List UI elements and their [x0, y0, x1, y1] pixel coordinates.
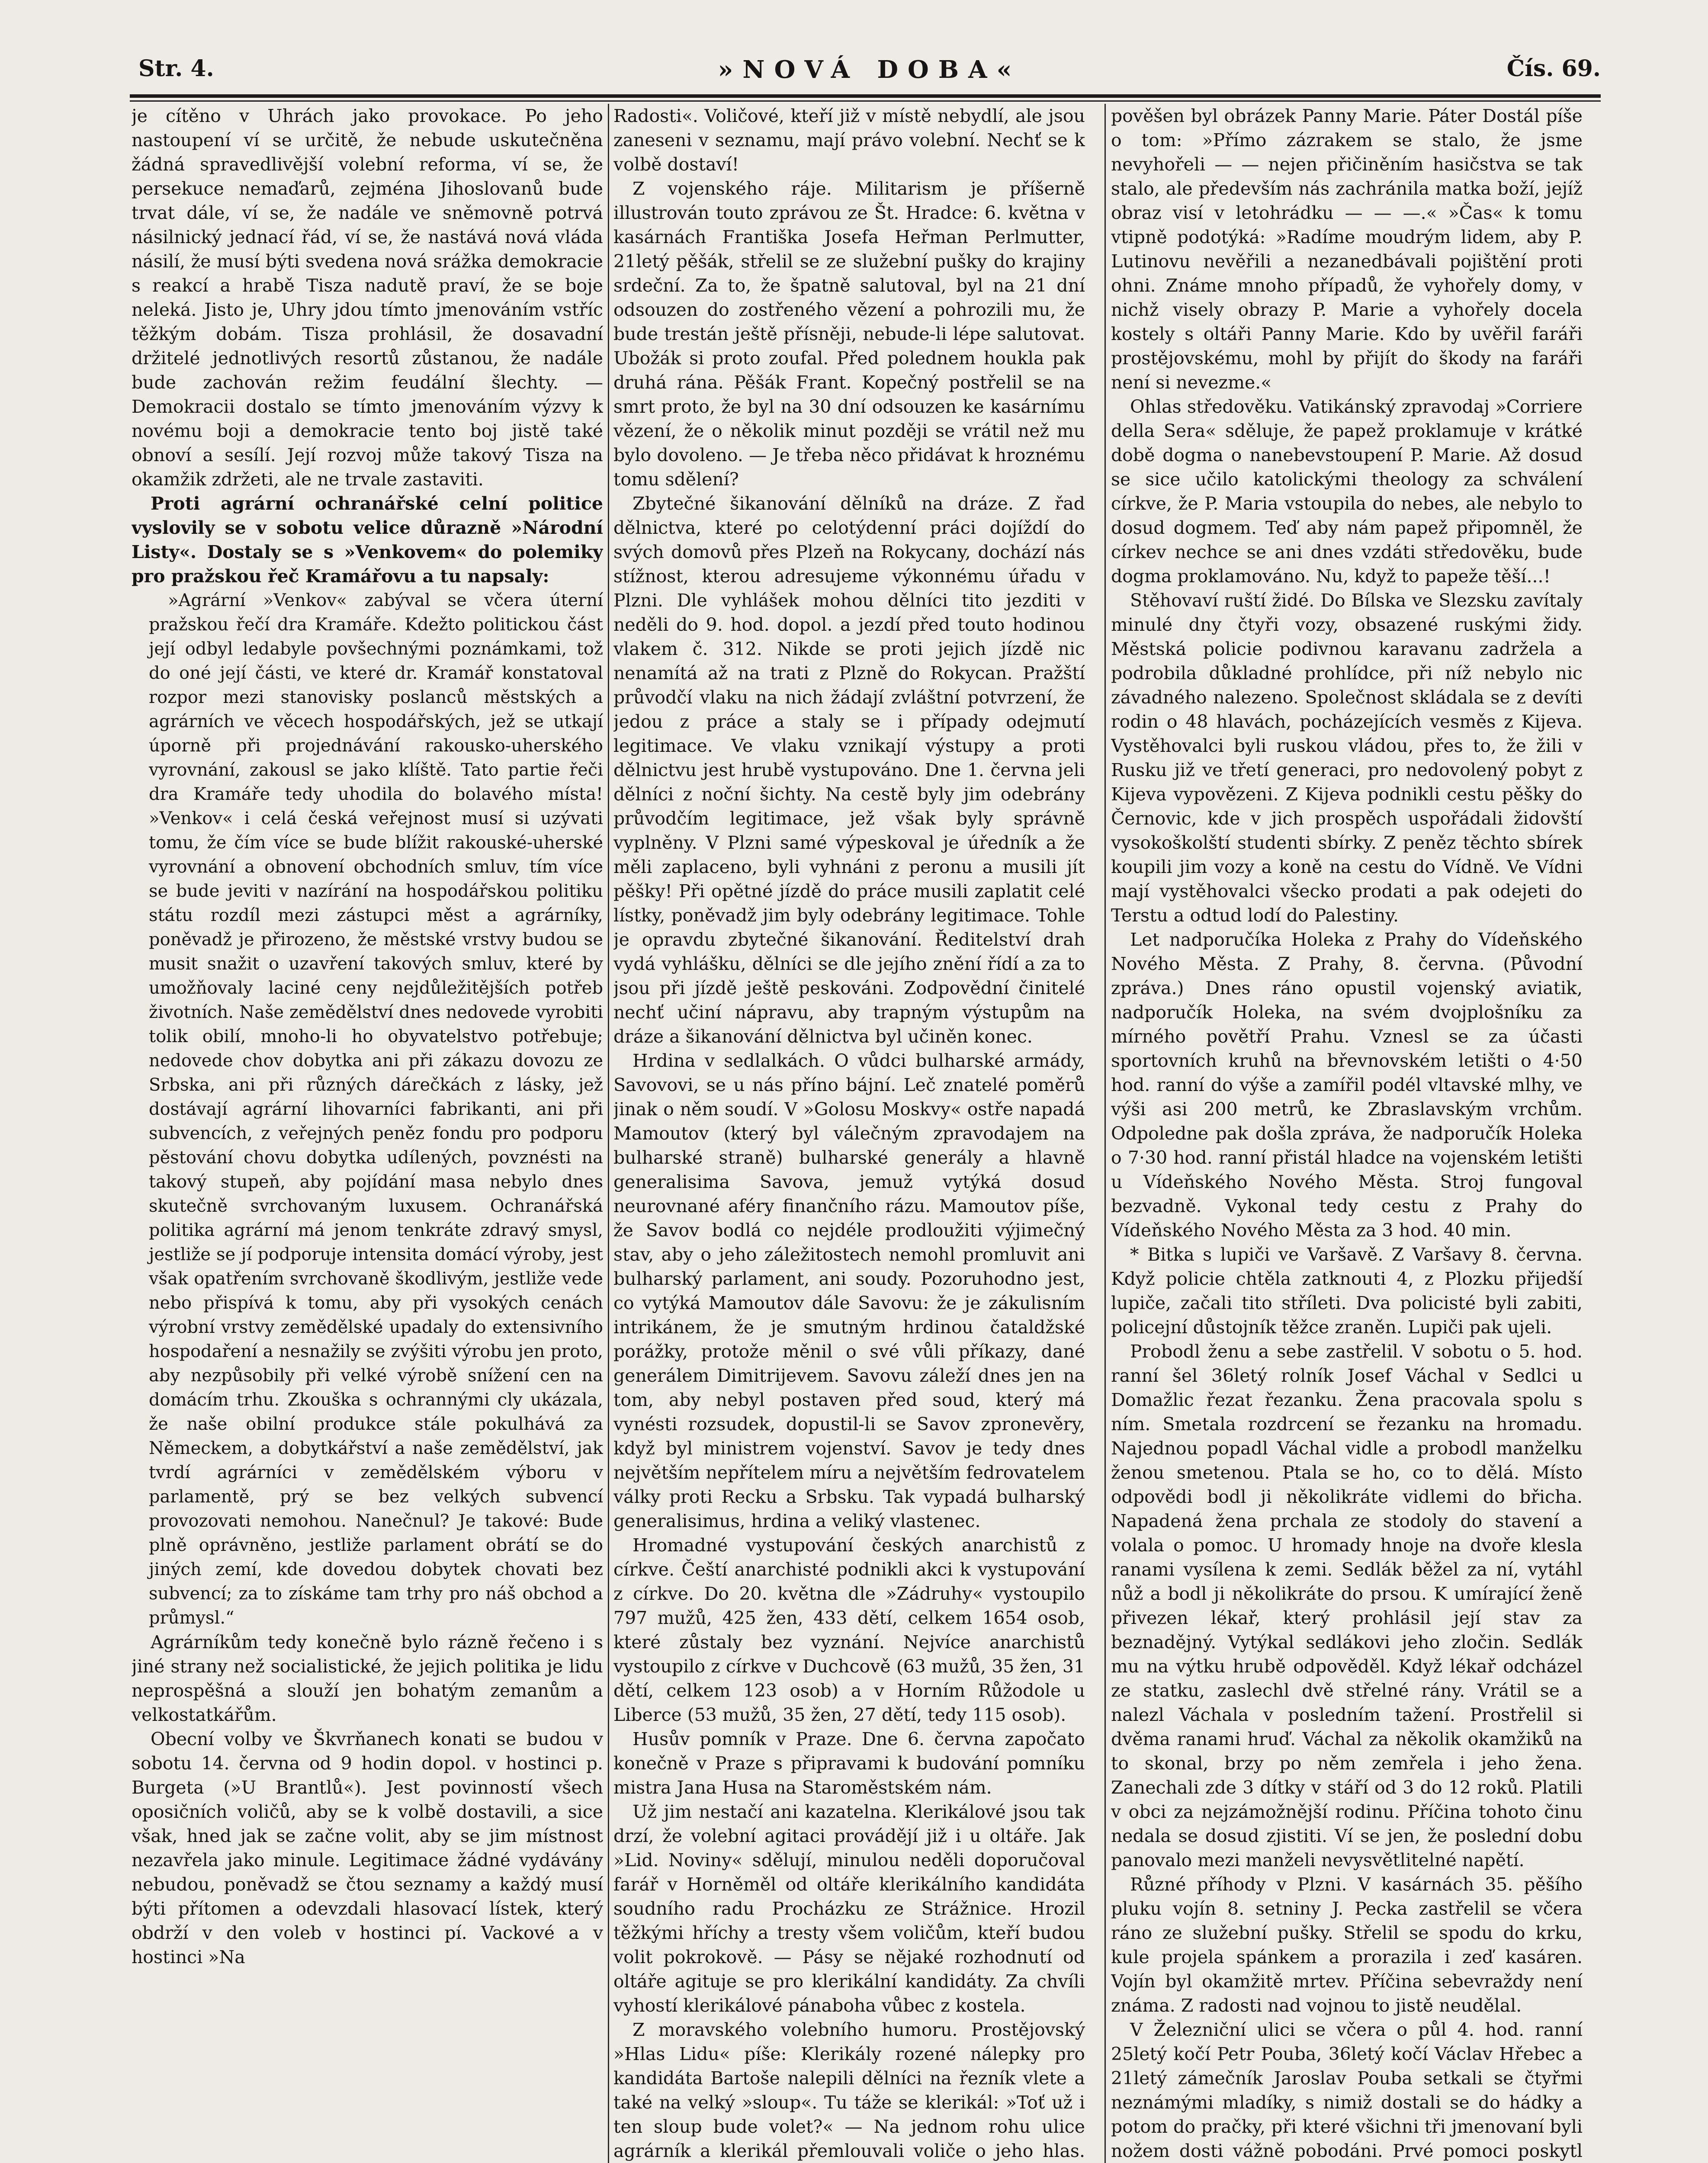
article-tisza: je cítěno v Uhrách jako provokace. Po jeho nastoupení ví se určitě, že nebude uskutečněna žádná spravedlivější volební reforma, ví se, že persekuce nemaďarů, zejména Jihoslovanů bude trvat dále, ví se, že nadále ve sněmovně potrvá násilnický jednací řád, ví se, že nastává nová vláda násilí, že musí býti svedena nová srážka demokracie s reakcí a hrabě Tisza nadutě praví, že se boje neleká. Jisto je, Uhry jdou tímto jmenováním vstříc těžkým dobám. Tisza prohlásil, že dosavadní držitelé jednotlivých resortů zůstanou, že nadále bude zachován režim feudální šlechty. — Demokracii dostalo se tímto jmenováním výzvy k novému boji a demokracie tento boj jistě také obnoví a sesílí. Její rozvoj může takový Tisza na okamžik zdržeti, ale ne trvale zastaviti.: [132, 106, 603, 490]
article-middle-ages: Ohlas středověku. Vatikánský zpravodaj »Corriere della Sera« sděluje, že papež proklamuje v krátké době dogma o nanebevstoupení P. Marie. Až dosud se sice učilo katolickými theology za schválení církve, že P. Maria vstoupila do nebes, ale nebylo to dosud dogmem. Teď aby nám papež připomněl, že církev nechce se ani dnes vzdáti středověku, bude dogma proklamováno. Nu, když to papeže těší...!: [1111, 396, 1583, 587]
page-header: [138, 55, 1601, 94]
column-2: [613, 104, 1085, 2163]
article-anarchists: Hromadné vystupování českých anarchistů z církve. Čeští anarchisté podnikli akci k vystupování z církve. Do 20. května dle »Zádruhy« vystoupilo 797 mužů, 425 žen, 433 dětí, celkem 1654 osob, které zůstaly bez vyznání. Nejvíce anarchistů vystoupilo z církve v Duchcově (63 mužů, 35 žen, 31 dětí, celkem 123 osob) a v Horním Růžodole u Liberce (53 mužů, 35 žen, 27 dětí, tedy 115 osob).: [613, 1535, 1085, 1725]
article-moravian-humor: Z moravského volebního humoru. Prostějovský »Hlas Lidu« píše: Klerikály rozené nálepky pro kandidáta Bartoše nalepili dělníci na řezník vlete a také na velký »sloup«. Tu táže se klerikál: »Toť už i ten sloup bude volet?« — Na jednom rohu ulice agrárník a klerikál přemlouvali voliče o jeho hlas.: [613, 2019, 1085, 2161]
article-skvrnany-elections: Obecní volby ve Škvrňanech konati se budou v sobotu 14. června od 9 hodin dopol. v hostinci p. Burgeta (»U Brantlů«). Jest povinností všech oposičních voličů, aby se k volbě dostavili, a sice však, hned jak se začne volit, aby se jim místnost nezavřela jako minule. Legitimace žádné vydávány nebudou, poněvadž se čtou seznamy a každý musí býti přítomen a odevzdali hlasovací lístek, který obdrží v den voleb v hostinci pí. Vackové a v hostinci »Na: [132, 1729, 603, 1967]
newspaper-title: »NOVÁ DOBA«: [718, 55, 1021, 84]
article-skvrnany-continued: Radosti«. Voličové, kteří již v místě nebydlí, ale jsou zaneseni v seznamu, mají právo volební. Nechť se k volbě dostaví!: [613, 106, 1085, 175]
article-zeleznicni-street: V Železniční ulici se včera o půl 4. hod. ranní 25letý kočí Petr Pouba, 36letý kočí Václav Hřebec a 21letý zámečník Jaroslav Pouba setkali se čtyřmi neznámými mladíky, s nimiž dostali se do hádky a potom do pračky, při které všichni tři jmenovaní byli nožem dosti vážně pobodáni. Prvé pomoci poskytl: [1111, 2019, 1583, 2161]
column-3: [1111, 104, 1583, 2163]
column-1: [132, 104, 603, 2163]
article-military: Z vojenského ráje. Militarism je příšerně illustrován touto zprávou ze Št. Hradce: 6. května v kasárnách Františka Josefa Heřman Perlmutter, 21letý pěšák, střelil se ze služební pušky do krajiny srdeční. Za to, že špatně salutoval, byl na 21 dní odsouzen do zostřeného vězení a pohrozili mu, že bude trestán ještě přísněji, nebude-li lépe salutovat. Ubožák si proto zoufal. Před polednem houkla pak druhá rána. Pěšák Frant. Kopečný postřelil se na smrt proto, že byl na 30 dní odsouzen ke kasárnímu vězení, že o několik minut později se vrátil než mu bylo dovoleno. — Je třeba něco přidávat k hroznému tomu sdělení?: [613, 178, 1085, 490]
article-priest-continued: pověšen byl obrázek Panny Marie. Páter Dostál píše o tom: »Přímo zázrakem se stalo, že jsme nevyhořeli — — nejen přičiněním hasičstva se tak stalo, ale především nás zachránila matka boží, jejíž obraz visí v letohrádku — — —.« »Čas« k tomu vtipně podotýká: »Radíme moudrým lidem, aby P. Lutinovu nevěřili a nezanedbávali pojištění proti ohni. Známe mnoho případů, že vyhořely domy, v nichž visely obrazy P. Marie a vyhořely docela kostely s oltáři Panny Marie. Kdo by uvěřil faráři prostějovskému, mohl by přijít do škody na faráři není si nevezme.«: [1111, 106, 1583, 393]
article-vachal: Probodl ženu a sebe zastřelil. V sobotu o 5. hod. ranní šel 36letý rolník Josef Váchal v Sedlci u Domažlic řezat řezanku. Žena pracovala spolu s ním. Smetala rozdrcení se řezanku na hromadu. Najednou popadl Váchal vidle a probodl manželku ženou smetenou. Ptala se ho, co to dělá. Místo odpovědi bodl ji několikráte vidlemi do břicha. Napadená žena prchala ze stodoly do stavení a volala o pomoc. U hromady hnoje na dvoře klesla ranami vysílena k zemi. Sedlák běžel za ní, vytáhl nůž a bodl ji několikráte do prsou. K umírající ženě přivezen lékař, který prohlásil její stav za beznadějný. Vytýkal sedlákovi jeho zločin. Sedlák mu na výtku hrubě odpověděl. Když lékař odcházel ze statku, zaslechl dvě střelné rány. Vrátil se a nalezl Váchala v posledním tažení. Prostřelil si dvěma ranami hruď. Váchal za několik okamžiků na to skonal, brzy po něm zemřela i jeho žena. Zanechali zde 3 dítky v stáří od 3 do 12 roků. Platili v obci za nejzámožnější rodinu. Příčina tohoto činu nedala se dosud zjistiti. Ví se jen, že poslední dobu panovalo mezi manželi nevysvětlitelné napětí.: [1111, 1341, 1583, 1871]
issue-number: Čís. 69.: [1506, 55, 1601, 82]
column-divider: [608, 104, 609, 2163]
header-rule: [130, 94, 1601, 98]
article-railway-workers: Zbytečné šikanování dělníků na dráze. Z řad dělnictva, které po celotýdenní práci dojíždí do svých domovů přes Plzeň na Rokycany, dochází nás stížnost, kterou adresujeme výkonnému úřadu v Plzni. Dle vyhlášek mohou dělníci tito jezditi v neděli do 9. hod. dopol. a jezdí před touto hodinou vlakem č. 312. Nikde se proti jejich jízdě nic nenamítá až na trati z Plzně do Rokycan. Pražští průvodčí vlaku na nich žádají zvláštní potvrzení, že jedou z práce a staly se i případy odejmutí legitimace. Ve vlaku vznikají výstupy a proti dělnictvu jest hrubě vystupováno. Dne 1. června jeli dělníci z noční šichty. Na cestě byly jim odebrány průvodčím legitimace, jež však byly správně vyplněny. V Plzni samé výpeskoval je úředník a že měli zaplaceno, byli vyhnáni z peronu a musili jít pěšky! Při opětné jízdě do práce musili zaplatit celé lístky, poněvadž jim byly odebrány legitimace. Tohle je opravdu zbytečné šikanování. Ředitelství drah vydá vyhlášku, dělníci se dle jejího znění řídí a za to jsou při jízdě ještě peskováni. Zodpovědní činitelé nechť učiní nápravu, aby trapným výstupům na dráze a šikanování dělnictva byl učiněn konec.: [613, 493, 1085, 1047]
page-number: Str. 4.: [138, 55, 214, 82]
article-hus-monument: Husův pomník v Praze. Dne 6. června započato konečně v Praze s připravami k budování pomníku mistra Jana Husa na Staroměstském nám.: [613, 1729, 1085, 1798]
article-agrarian-intro: Proti agrární ochranářské celní politice vyslovily se v sobotu velice důrazně »Národní Listy«. Dostaly se s »Venkovem« do polemiky pro pražskou řeč Kramářovu a tu napsaly:: [132, 493, 603, 587]
column-divider: [1104, 104, 1106, 2163]
article-warsaw: * Bitka s lupiči ve Varšavě. Z Varšavy 8. června. Když policie chtěla zatknouti 4, z Plozku přijedší lupiče, začali tito stříleti. Dva policisté byli zabiti, policejní důstojník těžce zraněn. Lupiči pak ujeli.: [1111, 1244, 1583, 1338]
article-russian-jews: Stěhovaví ruští židé. Do Bílska ve Slezsku zavítaly minulé dny čtyři vozy, obsazené ruskými židy. Městská policie podivnou karavanu zadržela a podrobila důkladné prohlídce, při níž nebylo nic závadného nalezeno. Společnost skládala se z devíti rodin o 48 hlavách, pocházejících vesměs z Kijeva. Vystěhovalci byli ruskou vládou, přes to, že žili v Rusku již ve třetí generaci, pro nedovolený pobyt z Kijeva vypovězeni. Z Kijeva podnikli cestu pěšky do Černovic, kde v jich prospěch uspořádali židovští vysokoškolští studenti sbírky. Z peněz těchto sbírek koupili jim vozy a koně na cestu do Vídně. Ve Vídni mají vystěhovalci všecko prodati a pak odejeti do Terstu a odtud lodí do Palestiny.: [1111, 590, 1583, 926]
header-rule-thin: [130, 100, 1601, 102]
article-agrarian-conclusion: Agrárníkům tedy konečně bylo rázně řečeno i s jiné strany než socialistické, že jejich politika je lidu neprospěšná a slouží jen bohatým zemanům a velkostatkářům.: [132, 1632, 603, 1725]
article-plzen-incidents: Různé příhody v Plzni. V kasárnách 35. pěšího pluku vojín 8. setniny J. Pecka zastřelil se včera ráno ze služební pušky. Střelil se spodu do krku, kule projela spánkem a prorazila i zeď kasáren. Vojín byl okamžitě mrtev. Příčina sebevraždy není známa. Z radosti nad vojnou to jistě neudělal.: [1111, 1874, 1583, 2016]
article-holeka-flight: Let nadporučíka Holeka z Prahy do Vídeňského Nového Města. Z Prahy, 8. června. (Původní zpráva.) Dnes ráno opustil vojenský aviatik, nadporučík Holeka, na svém dvojplošníku za mírného povětří Prahu. Vznesl se za účasti sportovních kruhů na břevnovském letišti o 4·50 hod. ranní do výše a zamířil podél vltavské mlhy, ve výši asi 200 metrů, ke Zbraslavským vrchům. Odpoledne pak došla zpráva, že nadporučík Holeka o 7·30 hod. ranní přistál hladce na vojenském letišti u Vídeňského Nového Města. Stroj fungoval bezvadně. Vykonal tedy cestu z Prahy do Vídeňského Nového Města za 3 hod. 40 min.: [1111, 929, 1583, 1241]
article-pulpit: Už jim nestačí ani kazatelna. Klerikálové jsou tak drzí, že volební agitaci provádějí již i u oltáře. Jak »Lid. Noviny« sdělují, minulou neděli doporučoval farář v Horněměl od oltáře klerikálního kandidáta soudního radu Procházku ze Strážnice. Hrozil těžkými hříchy a tresty všem voličům, kteří budou volit pokrokově. — Pásy se nějaké rozhodnutí od oltáře agituje se pro klerikální kandidáty. Za chvíli vyhostí klerikálové pánaboha vůbec z kostela.: [613, 1801, 1085, 2016]
article-savov: Hrdina v sedlalkách. O vůdci bulharské armády, Savovovi, se u nás příno bájní. Leč znatelé poměrů jinak o něm soudí. V »Golosu Moskvy« ostře napadá Mamoutov (který byl válečným zpravodajem na bulharské straně) bulharské generály a hlavně generalisima Savova, jemuž vytýká dosud neurovnané aféry finančního rázu. Mamoutov píše, že Savov bodlá co nejdéle prodloužiti výjimečný stav, aby o jeho záležitostech nemohl promluvit ani bulharský parlament, ani soudy. Pozoruhodno jest, co vytýká Mamoutov dále Savovu: že je zákulisním intrikánem, že je smutným hrdinou čataldžské porážky, protože měnil o své vůli příkazy, dané generálem Dimitrijevem. Savovu záleží dnes jen na tom, aby nebyl postaven před soud, který má vynésti rozsudek, dopustil-li se Savov zpronevěry, když byl ministrem vojenství. Savov je tedy dnes největším nepřítelem míru a největším fedrovatelem války proti Recku a Srbsku. Tak vypadá bulharský generalisimus, hrdina a veliký vlastenec.: [613, 1050, 1085, 1531]
article-agrarian-quote: »Agrární »Venkov« zabýval se včera úterní pražskou řečí dra Kramáře. Kdežto politickou část její odbyl ledabyle povšechnými poznámkami, tož do oné její části, ve které dr. Kramář konstatoval rozpor mezi stanovisky poslanců městských a agrárních ve věcech hospodářských, jež se utkají úporně při projednávání rakousko-uherského vyrovnání, zakousl se jako klíště. Tato partie řeči dra Kramáře tedy uhodila do bolavého místa! »Venkov« i celá česká veřejnost musí si uzývati tomu, že čím více se bude blížit rakouské-uherské vyrovnání a obnovení obchodních smluv, tím více se bude jeviti v nazírání na hospodářskou politiku státu rozdíl mezi zástupci měst a agrárníky, poněvadž je přirozeno, že městské vrstvy budou se musit snažit o uzavření takových smluv, které by umožňovaly laciné ceny nejdůležitějších potřeb životních. Naše zemědělství dnes nedovede vyrobiti tolik obilí, mnoho-li ho obyvatelstvo potřebuje; nedovede chov dobytka ani při zákazu dovozu ze Srbska, ani při různých dárečkách z lásky, jež dostávají agrární lihovarníci fabrikanti, ani při subvencích, z veřejných peněz fondu pro podporu pěstování chovu dobytka udílených, povznésti na takový stupeň, aby pojídání masa nebylo dnes skutečně svrchovaným luxusem. Ochranářská politika agrární má jenom tenkráte zdravý smysl, jestliže se jí podporuje intensita domácí výroby, jest však opatřením svrchovaně škodlivým, jestliže vede nebo přispívá k tomu, aby při vysokých cenách výrobní vrstvy zemědělské upadaly do extensivního hospodaření a nesnažily se zvýšiti výrobu jen proto, aby nezpůsobily při velké výrobě snížení cen na domácím trhu. Zkouška s ochrannými cly ukázala, že naše obilní produkce stále pokulhává za Německem, a dobytkářství a naše zemědělství, jak tvrdí agrárníci v zemědělském výboru v parlamentě, prý se bez velkých subvencí provozovati nemohou. Nanečnul? Je takové: Bude plně oprávněno, jestliže parlament obrátí se do jiných zemí, kde dovedou dobytek chovati bez subvencí; za to získáme tam trhy pro náš obchod a průmysl.“: [149, 590, 603, 1628]
